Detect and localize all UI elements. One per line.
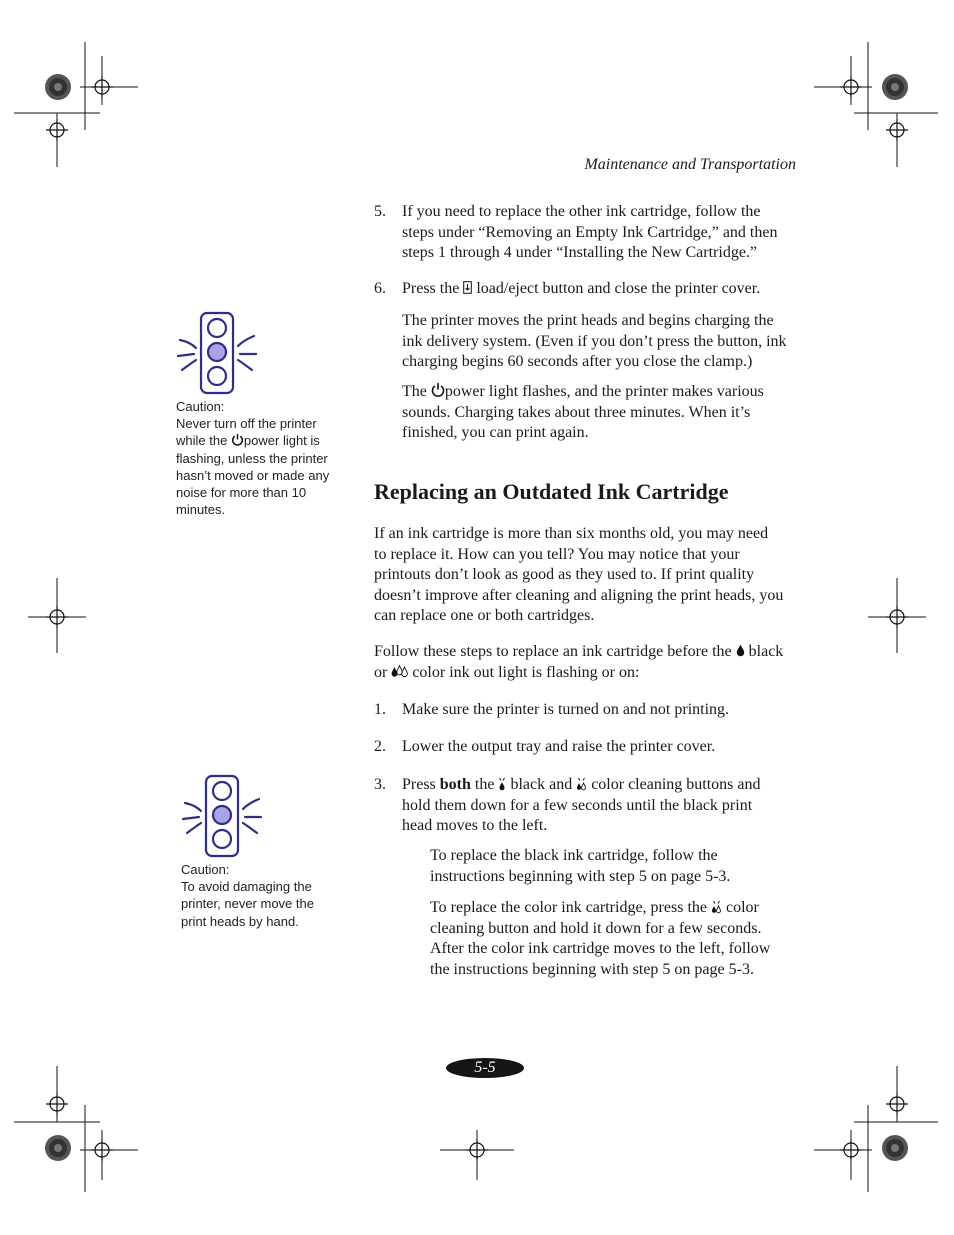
text-line: printouts don’t look as good as they used to. If print quality xyxy=(374,566,755,583)
load-eject-icon xyxy=(463,281,472,294)
text-line: steps under “Removing an Empty Ink Cartridge,” and then xyxy=(402,223,778,241)
page-number: 5-5 xyxy=(446,1058,524,1078)
power-icon xyxy=(231,433,244,446)
text-line: Lower the output tray and raise the printer cover. xyxy=(402,738,716,755)
text-line: ink delivery system. (Even if you don’t press the button, ink xyxy=(402,332,787,350)
step-number: 2. xyxy=(374,738,386,755)
color-ink-drops-icon xyxy=(391,665,408,678)
color-cleaning-icon xyxy=(711,900,722,914)
caution-title: Caution: xyxy=(176,399,225,414)
text-line: Make sure the printer is turned on and not printing. xyxy=(402,701,730,718)
caution-line: print heads by hand. xyxy=(181,913,299,929)
text-line: steps 1 through 4 under “Installing the New Cartridge.” xyxy=(402,244,758,261)
paragraph-black-cartridge xyxy=(430,846,810,887)
text-line: finished, you can print again. xyxy=(402,424,589,441)
caution-title: Caution: xyxy=(181,862,230,877)
paragraph-color-cartridge xyxy=(430,898,810,980)
text-line: If an ink cartridge is more than six months old, you may need xyxy=(374,525,769,542)
text-line: To replace the black ink cartridge, follow the xyxy=(430,847,718,864)
paragraph-intro xyxy=(374,524,804,627)
caution-line: flashing, unless the printer xyxy=(176,450,328,466)
text-line: hold them down for a few seconds until the black print xyxy=(402,796,753,814)
text-line: charging begins 60 seconds after you close the clamp.) xyxy=(402,353,753,370)
step-number: 1. xyxy=(374,701,386,718)
black-ink-drop-icon xyxy=(736,644,745,657)
text-line: To replace the color ink cartridge, press the color xyxy=(430,899,759,916)
step-5 xyxy=(374,202,804,266)
paragraph-charging xyxy=(402,311,802,373)
text-line: cleaning button and hold it down for a few seconds. xyxy=(430,919,762,937)
text-line: The power light flashes, and the printer makes various xyxy=(402,383,764,400)
text-line: The printer moves the print heads and begins charging the xyxy=(402,312,774,329)
paragraph-power-light xyxy=(402,382,802,444)
text-line: Press both the black and color cleaning buttons and xyxy=(402,776,761,793)
text-line: head moves to the left. xyxy=(402,817,548,834)
caution-line: noise for more than 10 xyxy=(176,485,307,501)
section-heading: Replacing an Outdated Ink Cartridge xyxy=(374,479,729,504)
text-line: If you need to replace the other ink cartridge, follow the xyxy=(402,203,761,220)
power-icon xyxy=(431,382,445,397)
text-line: instructions beginning with step 5 on page 5-3. xyxy=(430,867,731,885)
step-number: 5. xyxy=(374,203,386,220)
color-cleaning-icon xyxy=(576,777,587,791)
caution-line: while the power light is xyxy=(176,433,320,449)
caution-note-1 xyxy=(176,398,346,518)
step-1 xyxy=(374,700,804,722)
caution-line: To avoid damaging the xyxy=(181,879,312,895)
text-line: Follow these steps to replace an ink cartridge before the black xyxy=(374,643,784,660)
caution-note-2 xyxy=(181,861,351,930)
text-line: After the color ink cartridge moves to the left, follow xyxy=(430,940,771,957)
text-line: to replace it. How can you tell? You may notice that your xyxy=(374,545,740,563)
step-number: 3. xyxy=(374,776,386,793)
step-3 xyxy=(374,775,804,839)
running-head: Maintenance and Transportation xyxy=(584,156,796,173)
step-2 xyxy=(374,737,804,759)
text-line: the instructions beginning with step 5 on page 5-3. xyxy=(430,960,754,978)
text-line: sounds. Charging takes about three minutes. When it’s xyxy=(402,403,751,421)
text-line: doesn’t improve after cleaning and aligning the print heads, you xyxy=(374,586,784,604)
paragraph-follow xyxy=(374,642,804,683)
text-line: Press the load/eject button and close the printer cover. xyxy=(402,280,761,297)
caution-line: printer, never move the xyxy=(181,896,314,912)
step-number: 6. xyxy=(374,280,386,297)
caution-line: hasn’t moved or made any xyxy=(176,467,330,483)
caution-line: minutes. xyxy=(176,502,226,518)
caution-traffic-light-icon xyxy=(181,773,263,859)
caution-line: Never turn off the printer xyxy=(176,416,317,432)
caution-traffic-light-icon xyxy=(176,310,258,396)
step-6 xyxy=(374,279,804,301)
text-line: can replace one or both cartridges. xyxy=(374,607,595,624)
text-line: or color ink out light is flashing or on: xyxy=(374,663,640,681)
